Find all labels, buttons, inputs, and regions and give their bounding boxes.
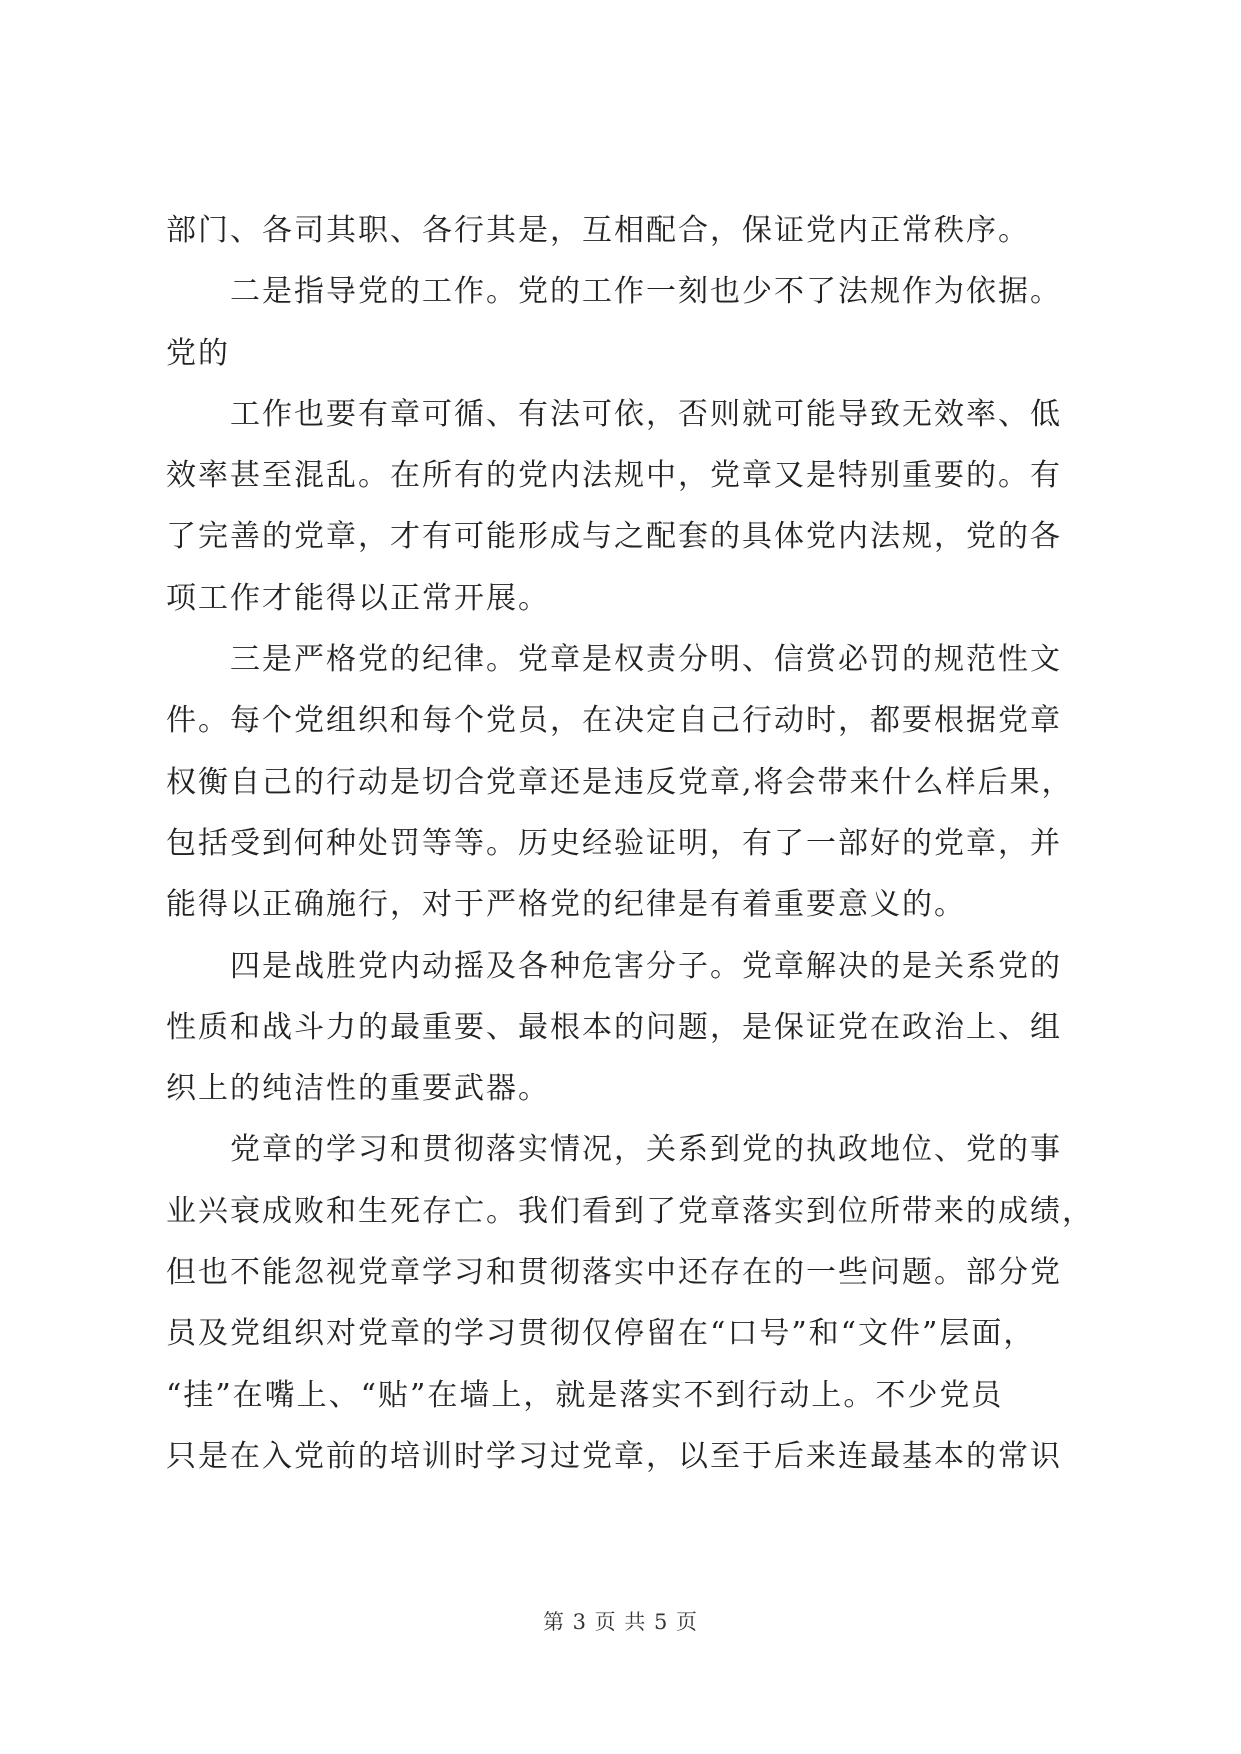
text-line: 但也不能忽视党章学习和贯彻落实中还存在的一些问题。部分党 — [166, 1255, 1062, 1291]
text-line: 效率甚至混乱。在所有的党内法规中，党章又是特别重要的。有 — [166, 458, 1062, 494]
text-line: 员及党组织对党章的学习贯彻仅停留在“口号”和“文件”层面， — [166, 1316, 1036, 1352]
text-line: 党的 — [166, 335, 230, 371]
body-text — [166, 200, 1094, 1487]
text-line: 权衡自己的行动是切合党章还是违反党章,将会带来什么样后果， — [166, 764, 1074, 800]
text-line: 四是战胜党内动摇及各种危害分子。党章解决的是关系党的 — [230, 948, 1062, 984]
text-line: 二是指导党的工作。党的工作一刻也少不了法规作为依据。 — [230, 274, 1062, 310]
text-line: 只是在入党前的培训时学习过党章，以至于后来连最基本的常识 — [166, 1438, 1062, 1474]
page-number: 第 3 页 共 5 页 — [542, 1610, 699, 1634]
page-footer — [0, 1606, 1241, 1636]
text-line: 部门、各司其职、各行其是，互相配合，保证党内正常秩序。 — [166, 213, 1030, 248]
text-line: 件。每个党组织和每个党员，在决定自己行动时，都要根据党章 — [166, 703, 1062, 739]
text-line: 三是严格党的纪律。党章是权责分明、信赏必罚的规范性文 — [230, 642, 1062, 678]
text-line: 项工作才能得以正常开展。 — [166, 580, 550, 616]
text-line: 工作也要有章可循、有法可依，否则就可能导致无效率、低 — [230, 396, 1062, 432]
text-line: 党章的学习和贯彻落实情况，关系到党的执政地位、党的事 — [230, 1132, 1062, 1168]
text-line: 织上的纯洁性的重要武器。 — [166, 1071, 550, 1107]
text-line: 业兴衰成败和生死存亡。我们看到了党章落实到位所带来的成绩， — [166, 1193, 1094, 1229]
text-line: 包括受到何种处罚等等。历史经验证明，有了一部好的党章，并 — [166, 825, 1062, 861]
text-line: 性质和战斗力的最重要、最根本的问题，是保证党在政治上、组 — [166, 1009, 1062, 1045]
text-line: 了完善的党章，才有可能形成与之配套的具体党内法规，党的各 — [166, 519, 1062, 555]
text-line: 能得以正确施行，对于严格党的纪律是有着重要意义的。 — [166, 887, 966, 923]
text-line: “挂”在嘴上、“贴”在墙上，就是落实不到行动上。不少党员 — [166, 1377, 1004, 1413]
